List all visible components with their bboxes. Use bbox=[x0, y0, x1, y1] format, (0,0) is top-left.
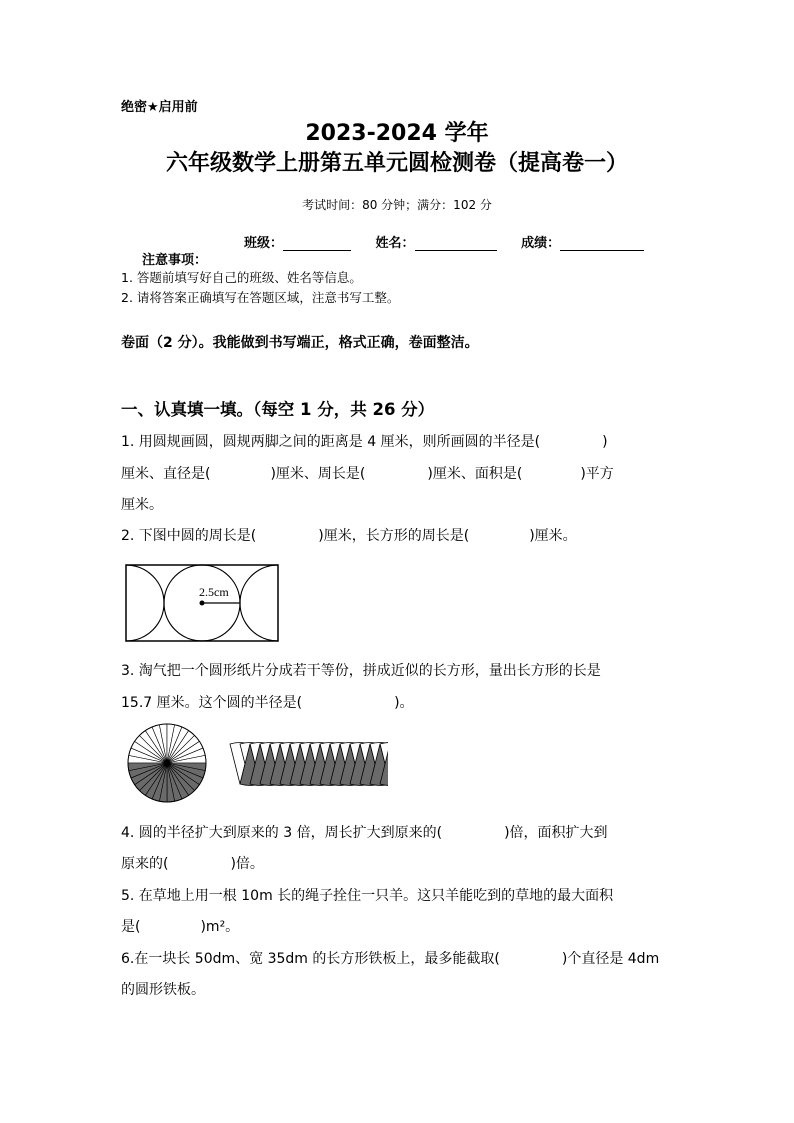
q2-text: )厘米，长方形的周长是( bbox=[318, 528, 470, 544]
class-label: 班级： bbox=[244, 236, 284, 251]
question-3-line-1: 3. 淘气把一个圆形纸片分成若干等份，拼成近似的长方形，量出长方形的长是 bbox=[121, 663, 601, 679]
class-field[interactable] bbox=[283, 237, 351, 251]
note-item: 1. 答题前填写好自己的班级、姓名等信息。 bbox=[121, 270, 362, 285]
q4-text: )倍，面积扩大到 bbox=[504, 825, 608, 841]
left-semicircle bbox=[126, 565, 164, 641]
question-1-line-3: 厘米。 bbox=[121, 497, 163, 513]
question-6-line-2: 的圆形铁板。 bbox=[121, 982, 205, 998]
neatness-statement: 卷面（2 分）。我能做到书写端正，格式正确，卷面整洁。 bbox=[121, 335, 479, 351]
radius-label: 2.5cm bbox=[199, 585, 229, 599]
q1-text: )厘米、周长是( bbox=[270, 466, 366, 482]
question-2 bbox=[121, 525, 577, 545]
name-label: 姓名： bbox=[375, 236, 415, 251]
note-item: 2. 请将答案正确填写在答题区域，注意书写工整。 bbox=[121, 290, 400, 305]
q1-text: )平方 bbox=[580, 466, 614, 482]
question-6-line-1 bbox=[121, 948, 659, 968]
q5-text: )m²。 bbox=[200, 919, 240, 935]
exam-info: 考试时间：80 分钟；满分：102 分 bbox=[302, 198, 492, 212]
q4-text: )倍。 bbox=[230, 856, 264, 872]
q4-text: 原来的( bbox=[121, 856, 169, 872]
q1-text: 1. 用圆规画圆，圆规两脚之间的距离是 4 厘米，则所画圆的半径是( bbox=[121, 434, 541, 450]
q3-text: 15.7 厘米。这个圆的半径是( bbox=[121, 695, 303, 711]
student-info-fields bbox=[244, 232, 644, 251]
secret-mark: 绝密★启用前 bbox=[121, 100, 198, 115]
q4-text: 4. 圆的半径扩大到原来的 3 倍，周长扩大到原来的( bbox=[121, 825, 443, 841]
page-title: 六年级数学上册第五单元圆检测卷（提高卷一） bbox=[165, 151, 628, 176]
title-year: 2023-2024 学年 bbox=[305, 121, 489, 146]
q6-text: )个直径是 4dm bbox=[561, 951, 660, 967]
q5-text: 是( bbox=[121, 919, 141, 935]
q6-text: 6.在一块长 50dm、宽 35dm 的长方形铁板上，最多能截取( bbox=[121, 951, 500, 967]
q3-divided-circle bbox=[126, 722, 208, 804]
question-1-line-1 bbox=[121, 431, 608, 451]
q2-figure bbox=[124, 563, 280, 643]
question-5-line-1: 5. 在草地上用一根 10m 长的绳子拴住一只羊。这只羊能吃到的草地的最大面积 bbox=[121, 888, 614, 904]
question-4-line-1 bbox=[121, 822, 608, 842]
name-field[interactable] bbox=[415, 237, 497, 251]
question-1-line-2 bbox=[121, 463, 614, 483]
score-label: 成绩： bbox=[521, 236, 561, 251]
q3-text: )。 bbox=[394, 695, 414, 711]
q1-text: 厘米、直径是( bbox=[121, 466, 211, 482]
q1-text: )厘米、面积是( bbox=[427, 466, 523, 482]
q2-text: 2. 下图中圆的周长是( bbox=[121, 528, 257, 544]
question-4-line-2 bbox=[121, 853, 264, 873]
right-semicircle bbox=[240, 565, 278, 641]
q1-paren-close: ) bbox=[602, 434, 608, 450]
notes-title: 注意事项： bbox=[142, 253, 208, 268]
question-3-line-2 bbox=[121, 692, 414, 712]
score-field[interactable] bbox=[560, 237, 644, 251]
section-title: 一、认真填一填。（每空 1 分，共 26 分） bbox=[121, 400, 435, 419]
question-5-line-2 bbox=[121, 916, 239, 936]
center-dot bbox=[200, 601, 205, 606]
q2-text: )厘米。 bbox=[529, 528, 577, 544]
q3-approximate-rectangle bbox=[226, 742, 388, 786]
